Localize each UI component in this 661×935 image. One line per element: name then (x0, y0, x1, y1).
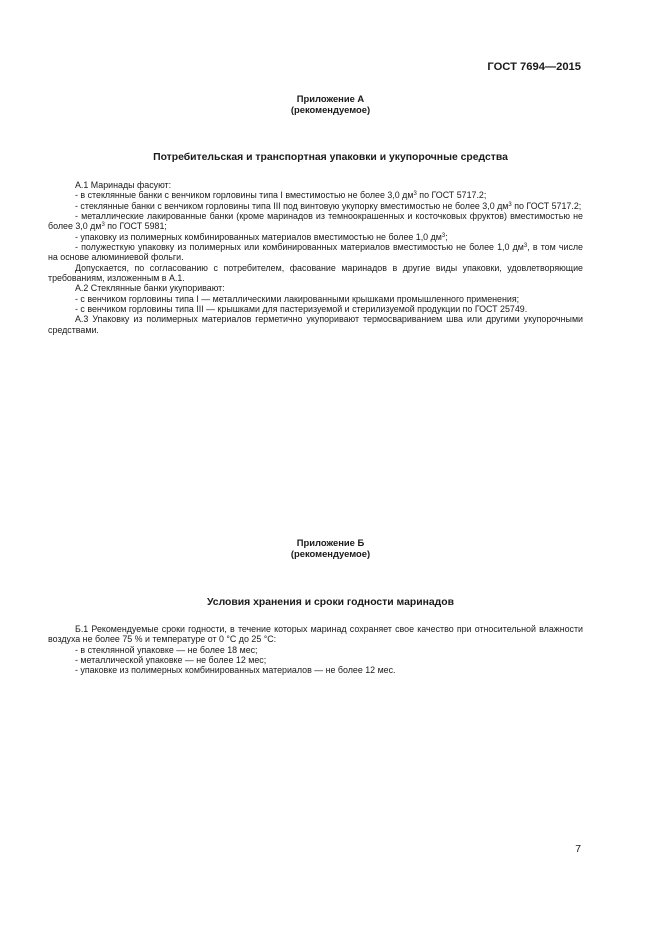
annex-a-label: Приложение А (296, 93, 365, 104)
annex-a-status: (рекомендуемое) (290, 104, 371, 115)
superscript: 3 (413, 191, 417, 198)
annex-b-title (0, 537, 661, 559)
list-item: - в стеклянной упаковке — не более 18 мес; (75, 644, 258, 655)
text-run: по ГОСТ 5717.2; (511, 200, 582, 211)
superscript: 3 (508, 201, 512, 208)
list-item (48, 211, 583, 232)
list-item: - с венчиком горловины типа I — металлическими лакированными крышками промышленного применения; (75, 293, 520, 304)
text-run: - полужесткую упаковку из полимерных или комбинированных материалов вместимостью не более 1,0 дм (75, 242, 524, 253)
standard-number: ГОСТ 7694—2015 (487, 61, 581, 73)
paragraph: Б.1 Рекомендуемые сроки годности, в течение которых маринад сохраняет свое качество при относительной влажности воздуха не более 75 % и температуре от 0 °С до 25 °С: (48, 624, 583, 645)
annex-a-title (0, 93, 661, 115)
list-item (48, 201, 583, 211)
paragraph: Допускается, по согласованию с потребителем, фасование маринадов в другие виды упаковки, удовлетворяющие требованиям, изложенным в А.1. (48, 262, 583, 284)
annex-b-heading: Условия хранения и сроки годности маринадов (207, 597, 454, 608)
text-run: , в том числе на основе алюминиевой фольги. (48, 242, 583, 263)
text-run: ; (445, 231, 448, 242)
annex-b-status: (рекомендуемое) (290, 548, 371, 559)
text-run: - металлические лакированные банки (кроме маринадов из темноокрашенных и косточковых фруктов) вместимостью не более 3,0 дм (48, 211, 583, 232)
superscript: 3 (523, 243, 528, 250)
list-item: - металлической упаковке — не более 12 мес; (75, 655, 267, 666)
paragraph: А.3 Упаковку из полимерных материалов герметично укупоривают термосвариванием шва или другими укупорочными средствами. (48, 314, 583, 335)
text-run: - упаковку из полимерных комбинированных материалов вместимостью не более 1,0 дм (75, 231, 442, 242)
paragraph: А.2 Стеклянные банки укупоривают: (75, 283, 225, 294)
annex-a-body (48, 180, 583, 335)
annex-a-heading: Потребительская и транспортная упаковки и укупорочные средства (153, 152, 508, 163)
list-item (48, 232, 583, 242)
text-run: - стеклянные банки с венчиком горловины типа III под винтовую укупорку вместимостью не более 3,0 дм (75, 200, 509, 211)
annex-b-body (48, 624, 583, 676)
text-run: по ГОСТ 5981; (104, 221, 167, 232)
superscript: 3 (101, 222, 105, 229)
list-item: - с венчиком горловины типа III — крышками для пастеризуемой и стерилизуемой продукции по ГОСТ 25749. (75, 304, 528, 315)
superscript: 3 (441, 232, 446, 239)
annex-b-label: Приложение Б (296, 537, 365, 548)
text-run: по ГОСТ 5717.2; (416, 190, 487, 201)
page-number: 7 (575, 844, 581, 855)
list-item: - упаковке из полимерных комбинированных материалов — не более 12 мес. (75, 665, 396, 676)
text-run: - в стеклянные банки с венчиком горловины типа I вместимостью не более 3,0 дм (75, 190, 414, 201)
list-item (48, 190, 583, 200)
list-item (48, 242, 583, 263)
paragraph: А.1 Маринады фасуют: (75, 180, 172, 190)
